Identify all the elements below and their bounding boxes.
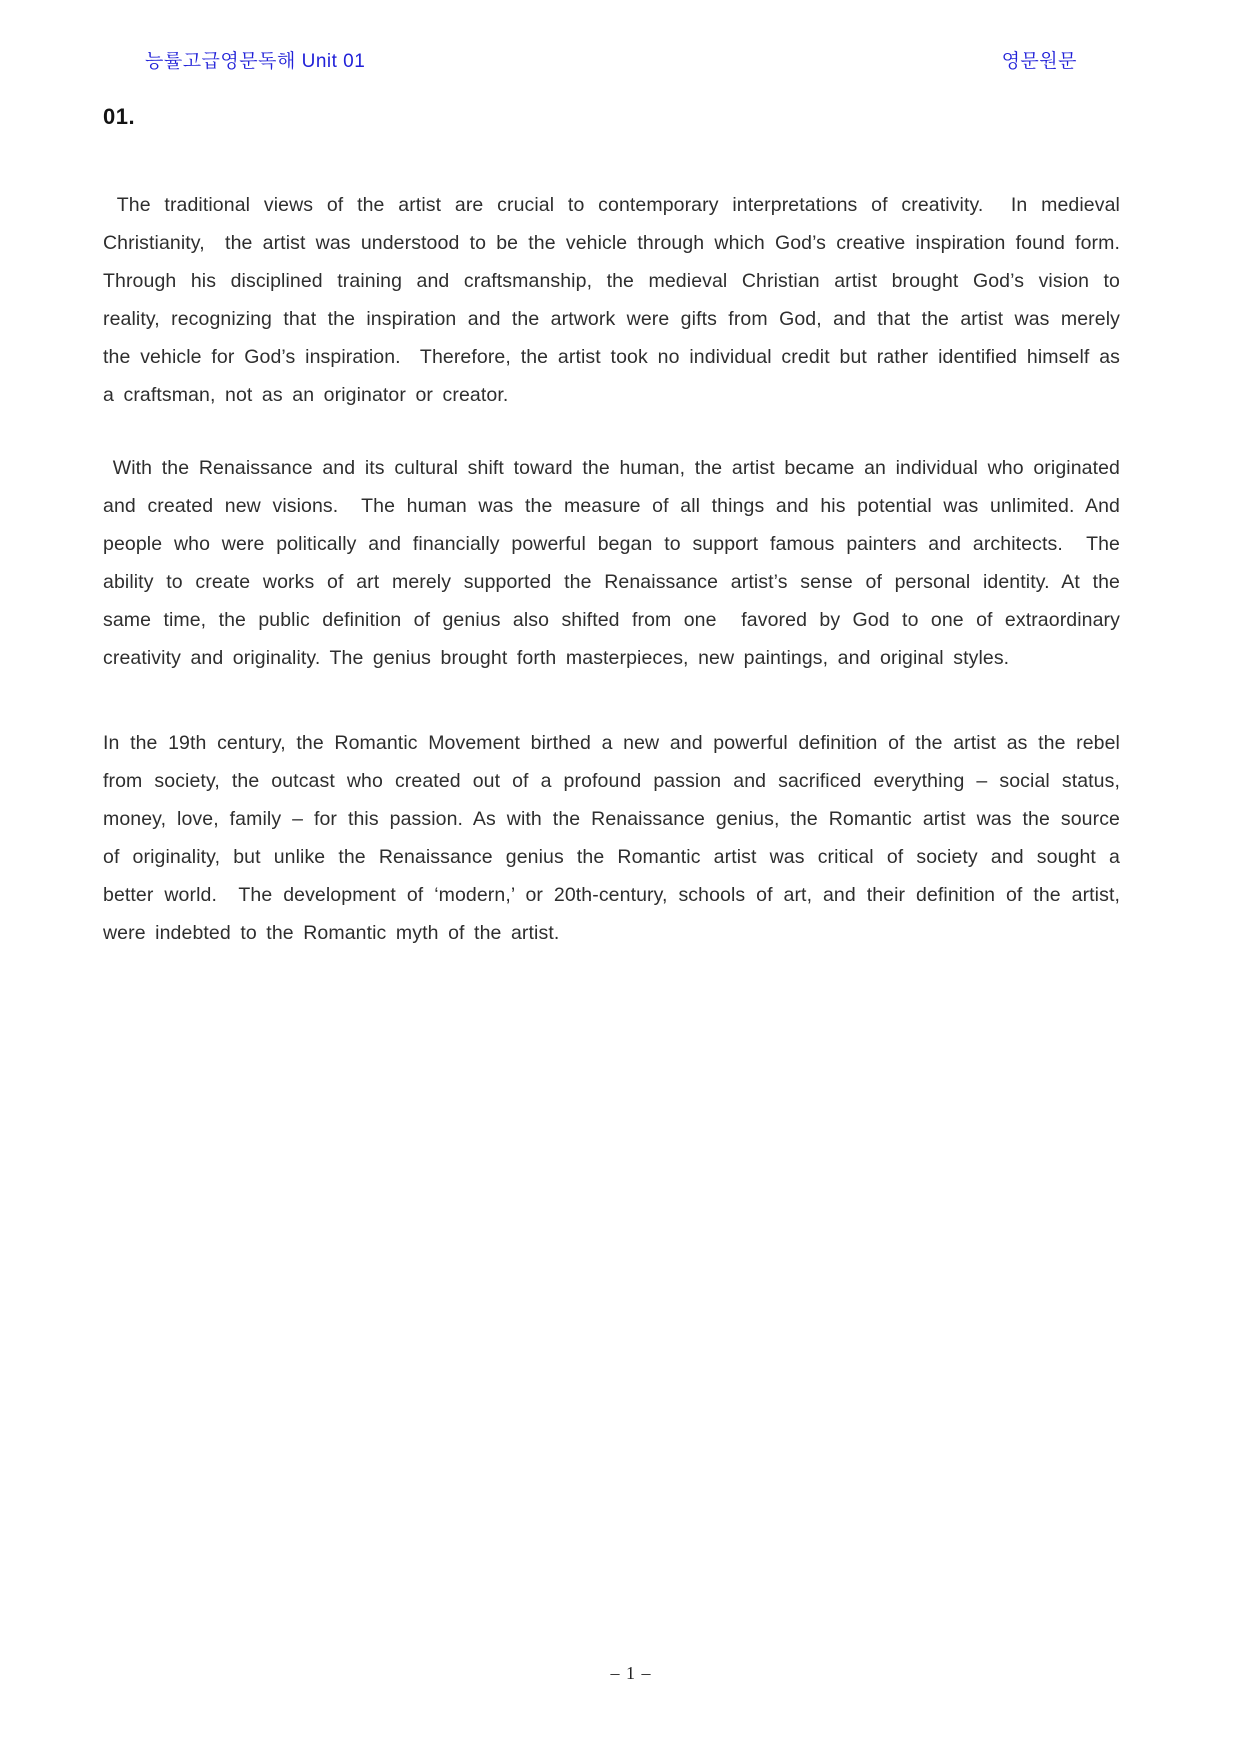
paragraph-renaissance-artist: With the Renaissance and its cultural shift toward the human, the artist became an individual who originated and created new visions. The human was the measure of all things and his potential was unlimited. And people who were politically and financially powerful began to support famous painters and architects. The ability to create works of art merely supported the Renaissance artist’s sense of personal identity. At the same time, the public definition of genius also shifted from one favored by God to one of extraordinary creativity and originality. The genius brought forth masterpieces, new paintings, and original styles.	[103, 457, 1130, 669]
page-footer	[0, 1642, 1240, 1705]
section-number: 01.	[103, 104, 136, 129]
paragraph-medieval-artist: The traditional views of the artist are crucial to contemporary interpretations of creativity. In medieval Christianity, the artist was understood to be the vehicle through which God’s creative inspiration found form. Through his disciplined training and craftsmanship, the medieval Christian artist brought God’s vision to reality, recognizing that the inspiration and the artwork were gifts from God, and that the artist was merely the vehicle for God’s inspiration. Therefore, the artist took no individual credit but rather identified himself as a craftsman, not as an originator or creator.	[103, 194, 1149, 406]
page-header	[103, 50, 1120, 74]
page-number: – 1 –	[610, 1663, 652, 1683]
paragraph-romantic-artist: In the 19th century, the Romantic Movement birthed a new and powerful definition of the artist as the rebel from society, the outcast who created out of a profound passion and sacrificed everything – social status, money, love, family – for this passion. As with the Renaissance genius, the Romantic artist was the source of originality, but unlike the Renaissance genius the Romantic artist was critical of society and sought a better world. The development of ‘modern,’ or 20th-century, schools of art, and their definition of the artist, were indebted to the Romantic myth of the artist.	[103, 732, 1130, 944]
header-course-title: 능률고급영문독해 Unit 01	[145, 51, 366, 72]
header-section-label: 영문원문	[1001, 51, 1077, 72]
